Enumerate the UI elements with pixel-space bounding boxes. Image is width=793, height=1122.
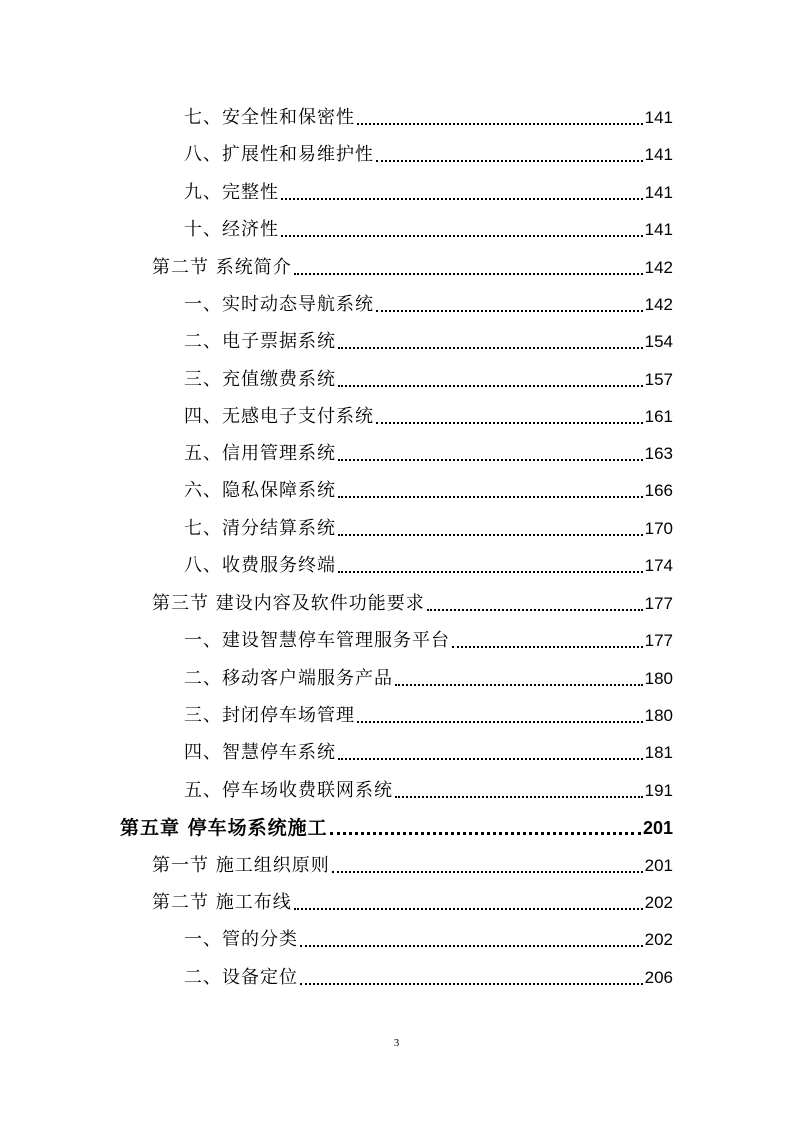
toc-entry-page: 163 — [644, 444, 673, 463]
toc-chapter-entry[interactable] — [120, 816, 673, 840]
toc-entry[interactable] — [152, 256, 673, 280]
toc-entry-page: 141 — [644, 108, 673, 127]
toc-entry-page: 166 — [644, 481, 673, 500]
dot-leader — [452, 646, 643, 648]
toc-entry-page: 191 — [644, 781, 673, 800]
toc-entry-page: 201 — [642, 818, 673, 838]
toc-entry-title: 二、移动客户端服务产品 — [184, 668, 393, 689]
toc-entry[interactable] — [184, 143, 673, 167]
toc-entry-page: 141 — [644, 183, 673, 202]
toc-entry[interactable] — [184, 741, 673, 765]
toc-entry-title: 第二节 系统简介 — [152, 257, 292, 278]
toc-entry[interactable] — [152, 891, 673, 915]
dot-leader — [338, 534, 643, 536]
dot-leader — [357, 721, 643, 723]
toc-entry[interactable] — [184, 517, 673, 541]
dot-leader — [376, 160, 643, 162]
toc-entry-title: 七、清分结算系统 — [184, 518, 336, 539]
toc-entry-title: 八、收费服务终端 — [184, 555, 336, 576]
toc-entry-page: 170 — [644, 519, 673, 538]
toc-entry[interactable] — [184, 779, 673, 803]
toc-entry-title: 第五章 停车场系统施工 — [120, 817, 328, 839]
toc-entry-page: 202 — [644, 930, 673, 949]
toc-entry-title: 二、设备定位 — [184, 967, 298, 988]
toc-entry[interactable] — [184, 667, 673, 691]
toc-entry-title: 七、安全性和保密性 — [184, 107, 355, 128]
toc-entry[interactable] — [184, 479, 673, 503]
dot-leader — [357, 123, 643, 125]
toc-entry[interactable] — [184, 330, 673, 354]
dot-leader — [338, 459, 643, 461]
dot-leader — [294, 273, 643, 275]
dot-leader — [338, 571, 643, 573]
toc-entry[interactable] — [184, 106, 673, 130]
toc-entry[interactable] — [184, 368, 673, 392]
dot-leader — [330, 832, 641, 835]
dot-leader — [395, 796, 643, 798]
dot-leader — [294, 908, 643, 910]
toc-entry-page: 177 — [644, 631, 673, 650]
dot-leader — [376, 310, 643, 312]
dot-leader — [332, 871, 643, 873]
dot-leader — [281, 235, 643, 237]
toc-entry[interactable] — [184, 928, 673, 952]
toc-entry-page: 206 — [644, 968, 673, 987]
toc-entry-page: 142 — [644, 295, 673, 314]
toc-entry-title: 一、管的分类 — [184, 929, 298, 950]
dot-leader — [300, 945, 643, 947]
toc-entry[interactable] — [152, 854, 673, 878]
toc-entry-title: 三、充值缴费系统 — [184, 369, 336, 390]
toc-entry-title: 五、停车场收费联网系统 — [184, 780, 393, 801]
dot-leader — [427, 609, 643, 611]
toc-entry-title: 一、建设智慧停车管理服务平台 — [184, 630, 450, 651]
dot-leader — [376, 422, 643, 424]
toc-entry-title: 二、电子票据系统 — [184, 331, 336, 352]
dot-leader — [395, 684, 643, 686]
toc-entry-page: 180 — [644, 669, 673, 688]
toc-entry-page: 202 — [644, 893, 673, 912]
toc-entry-page: 181 — [644, 743, 673, 762]
toc-entry-title: 四、无感电子支付系统 — [184, 406, 374, 427]
toc-entry-title: 五、信用管理系统 — [184, 443, 336, 464]
toc-entry-page: 161 — [644, 407, 673, 426]
toc-entry-title: 八、扩展性和易维护性 — [184, 144, 374, 165]
toc-entry-page: 142 — [644, 258, 673, 277]
toc-entry-title: 第三节 建设内容及软件功能要求 — [152, 593, 425, 614]
toc-entry-page: 201 — [644, 856, 673, 875]
toc-entry[interactable] — [184, 405, 673, 429]
toc-entry-title: 六、隐私保障系统 — [184, 480, 336, 501]
toc-entry-page: 174 — [644, 556, 673, 575]
toc-entry[interactable] — [184, 704, 673, 728]
toc-entry-title: 十、经济性 — [184, 219, 279, 240]
dot-leader — [338, 758, 643, 760]
toc-entry-title: 第一节 施工组织原则 — [152, 855, 330, 876]
toc-entry-page: 141 — [644, 145, 673, 164]
toc-entry[interactable] — [184, 181, 673, 205]
toc-entry[interactable] — [184, 966, 673, 990]
toc-entry-page: 180 — [644, 706, 673, 725]
toc-entry[interactable] — [184, 218, 673, 242]
toc-entry-page: 141 — [644, 220, 673, 239]
toc-entry[interactable] — [184, 629, 673, 653]
toc-entry-page: 154 — [644, 332, 673, 351]
toc-entry-title: 三、封闭停车场管理 — [184, 705, 355, 726]
dot-leader — [281, 198, 643, 200]
dot-leader — [338, 347, 643, 349]
toc-entry-page: 157 — [644, 370, 673, 389]
toc-entry[interactable] — [152, 592, 673, 616]
toc-entry[interactable] — [184, 442, 673, 466]
dot-leader — [300, 983, 643, 985]
toc-entry-page: 177 — [644, 594, 673, 613]
toc-entry-title: 九、完整性 — [184, 182, 279, 203]
toc-entry-title: 第二节 施工布线 — [152, 892, 292, 913]
toc-entry[interactable] — [184, 293, 673, 317]
page-number: 3 — [393, 1037, 400, 1049]
dot-leader — [338, 385, 643, 387]
toc-entry-title: 一、实时动态导航系统 — [184, 294, 374, 315]
toc-entry-title: 四、智慧停车系统 — [184, 742, 336, 763]
toc-entry[interactable] — [184, 554, 673, 578]
dot-leader — [338, 496, 643, 498]
